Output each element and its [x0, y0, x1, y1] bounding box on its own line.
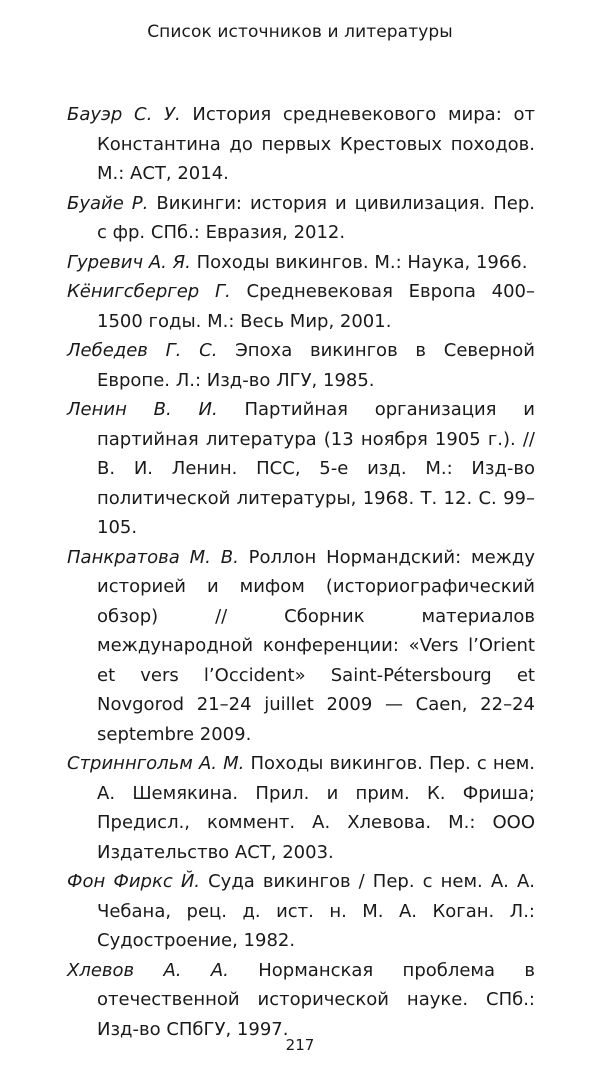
entry-author: Буайе Р.	[67, 192, 149, 214]
running-head: Список источников и литературы	[147, 22, 453, 42]
bibliography-list	[67, 100, 535, 1044]
entry-text: Партийная организация и партийная литература (13 ноября 1905 г.). // В. И. Ленин. ПСС, 5-е изд. М.: Изд-во политической литературы, 1968. Т. 12. С. 99–105.	[97, 399, 535, 538]
entry-author: Панкратова М. В.	[67, 546, 239, 568]
entry-author: Хлевов А. А.	[67, 959, 229, 981]
bibliography-entry	[67, 277, 535, 336]
bibliography-entry	[67, 543, 535, 750]
page-number: 217	[285, 1036, 315, 1054]
entry-text: Роллон Нормандский: между историей и мифом (историографический обзор) // Сборник материалов международной конференции: «Vers l’Orient et vers l’Occident» Saint-Pétersbourg et Novgorod 21–24 juillet 2009 — Caen, 22–24 septembre 2009.	[97, 546, 535, 745]
bibliography-entry	[67, 336, 535, 395]
entry-text: Эпоха викингов в Северной Европе. Л.: Изд-во ЛГУ, 1985.	[97, 340, 535, 391]
entry-author: Гуревич А. Я.	[67, 251, 191, 273]
entry-author: Кёнигсбергер Г.	[67, 281, 231, 302]
bibliography-entry	[67, 395, 535, 543]
entry-author: Фон Фиркс Й.	[67, 871, 201, 892]
entry-text: Средневековая Европа 400–1500 годы. М.: Весь Мир, 2001.	[97, 281, 535, 332]
entry-text: Норманская проблема в отечественной исторической науке. СПб.: Изд-во СПбГУ, 1997.	[97, 959, 535, 1040]
bibliography-entry	[67, 189, 535, 248]
entry-text: История средневекового мира: от Константина до первых Крестовых походов. М.: АСТ, 2014.	[97, 104, 535, 184]
entry-author: Бауэр С. У.	[67, 104, 181, 125]
bibliography-entry	[67, 867, 535, 956]
entry-text: Походы викингов. Пер. с нем. А. Шемякина. Прил. и прим. К. Фриша; Предисл., коммент. А. Хлевова. М.: ООО Издательство АСТ, 2003.	[97, 753, 536, 863]
bibliography-entry	[67, 749, 535, 867]
entry-text: Викинги: история и цивилизация. Пер. с фр. СПб.: Евразия, 2012.	[97, 192, 535, 243]
entry-text: Походы викингов. М.: Наука, 1966.	[196, 251, 528, 273]
bibliography-entry	[67, 956, 535, 1045]
entry-author: Стриннгольм А. М.	[67, 753, 245, 774]
bibliography-entry	[67, 100, 535, 189]
entry-author: Лебедев Г. С.	[67, 340, 218, 361]
entry-author: Ленин В. И.	[67, 399, 218, 420]
entry-text: Суда викингов / Пер. с нем. А. А. Чебана, рец. д. ист. н. М. А. Коган. Л.: Судостроение, 1982.	[97, 871, 535, 951]
bibliography-entry	[67, 248, 535, 278]
